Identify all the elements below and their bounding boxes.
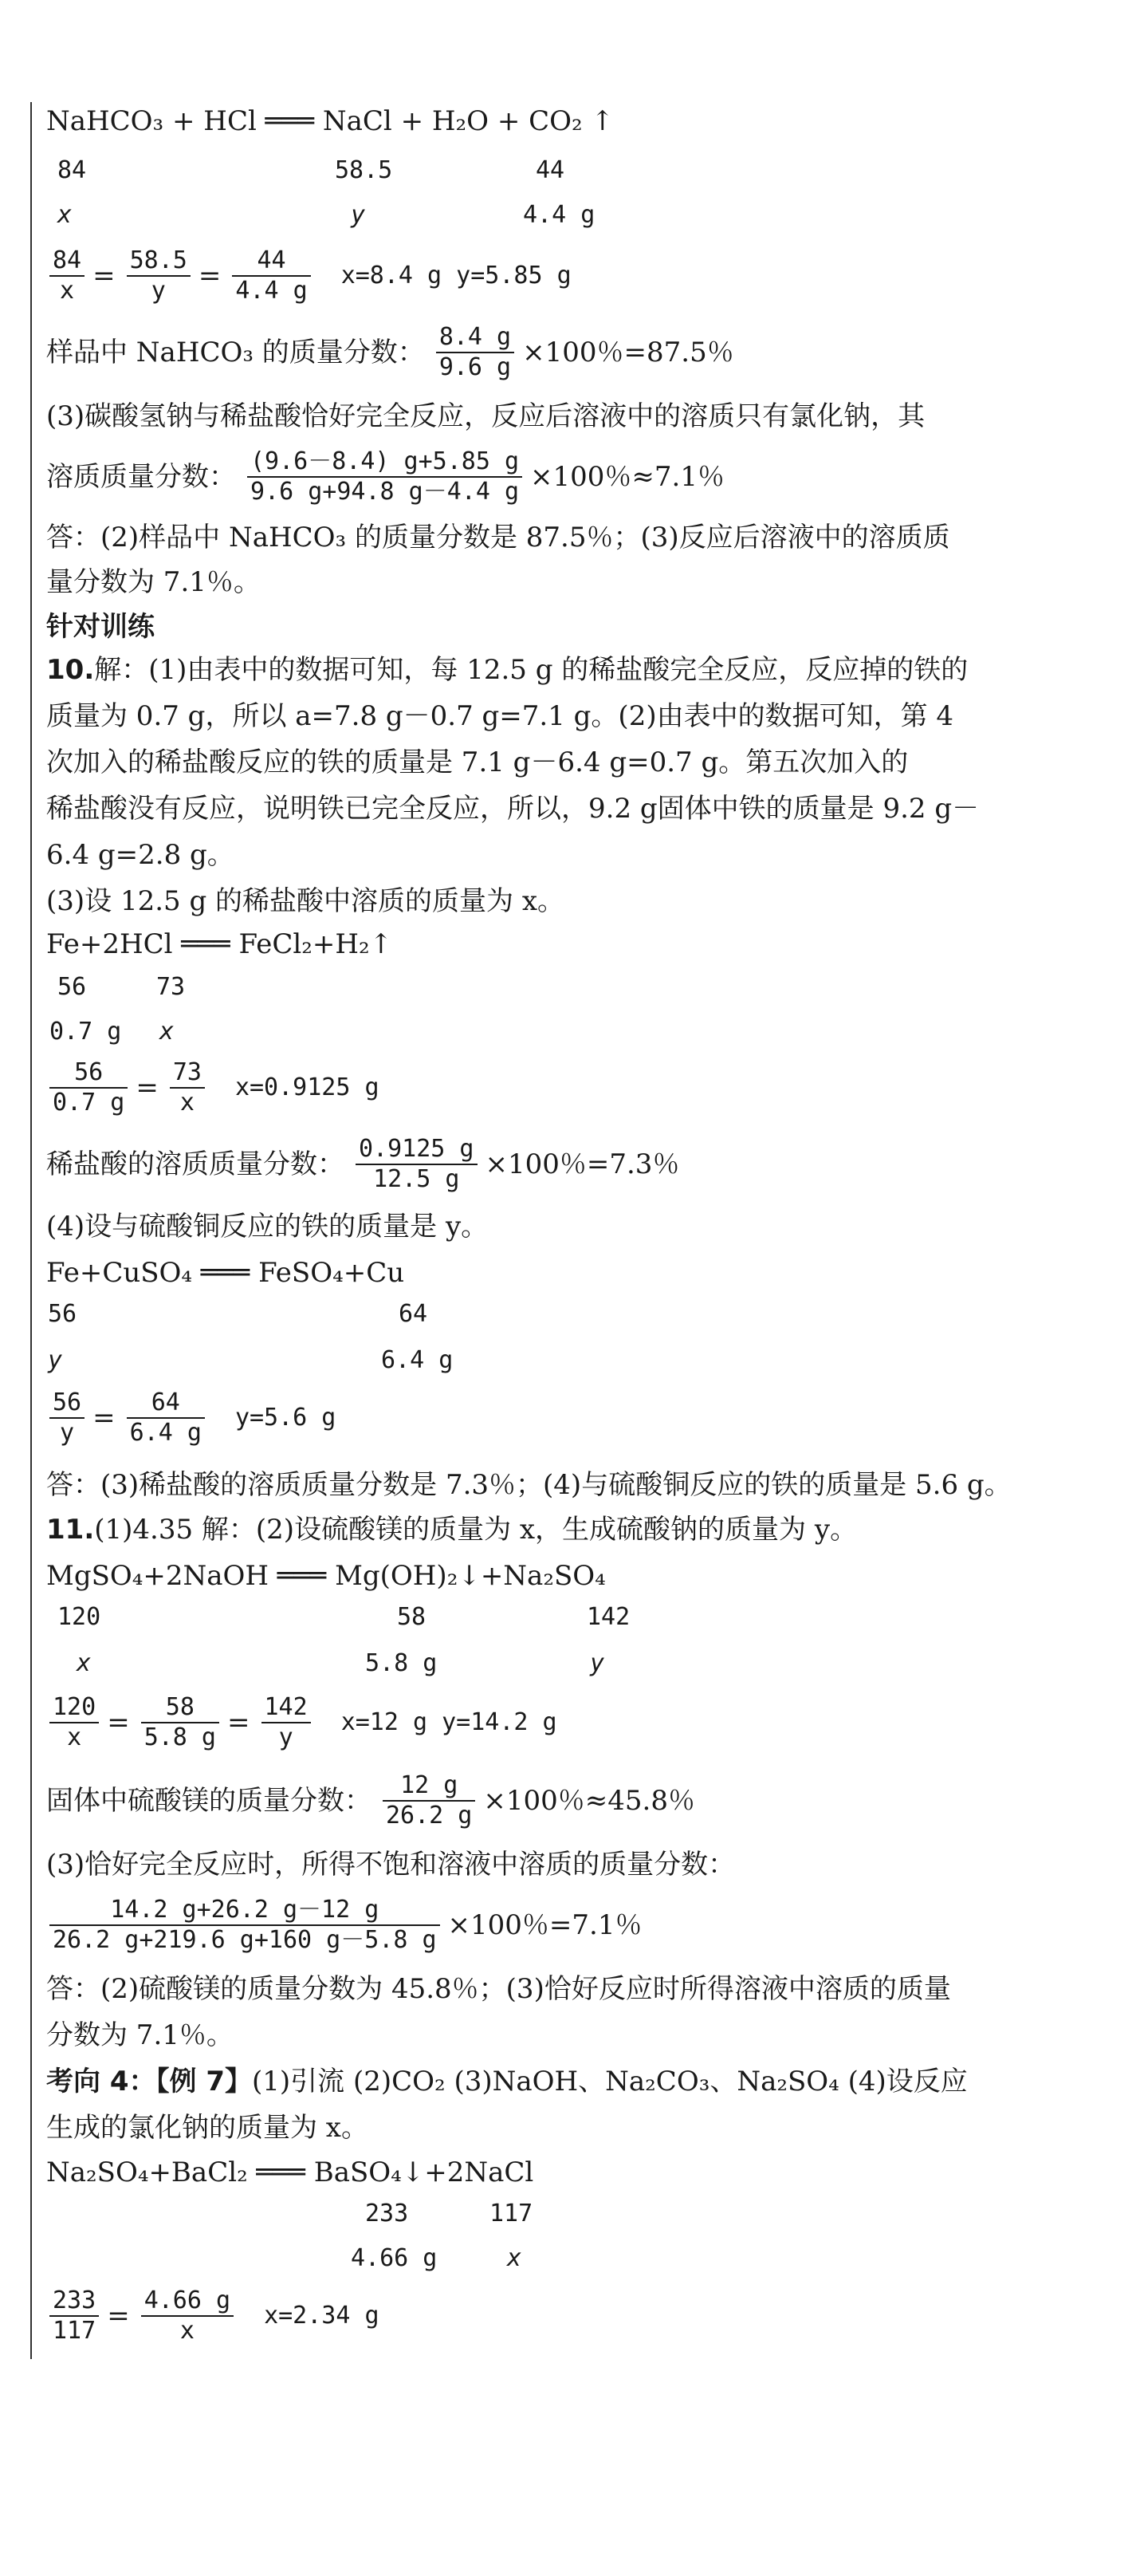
fraction: $\frac{64}{6.4 g}$: [127, 1388, 205, 1448]
q11-answer-2: 分数为 7.1％。: [46, 2019, 234, 2051]
q10-line-4: 稀盐酸没有反应，说明铁已完全反应，所以，9.2 g固体中铁的质量是 9.2 g－: [46, 793, 980, 825]
part3-text: (3)碳酸氢钠与稀盐酸恰好完全反应，反应后溶液中的溶质只有氯化钠，其: [46, 400, 926, 432]
solution: x=8.4 g y=5.85 g: [340, 262, 572, 290]
value-4-4g: 4.4 g: [523, 201, 596, 229]
mass-142: 142: [587, 1603, 631, 1631]
var-x: x: [77, 1649, 92, 1677]
fraction: $\frac{58}{5.8 g}$: [141, 1693, 219, 1752]
mass-73: 73: [156, 973, 186, 1001]
fraction: $\frac{14.2 g+26.2 g-12 g}{26.2 g+219.6 g+160 g-5.8 g}$: [49, 1896, 440, 1955]
equation-nahco3-hcl: NaHCO₃ + HCl ═══ NaCl + H₂O + CO₂ ↑: [46, 105, 614, 137]
fraction: $\frac{73}{x}$: [170, 1058, 205, 1117]
mass-56: 56: [57, 973, 87, 1001]
q10-line-5: 6.4 g=2.8 g。: [46, 839, 234, 871]
fraction: $\frac{0.9125 g}{12.5 g}$: [356, 1135, 478, 1194]
mass-233: 233: [365, 2200, 409, 2227]
proportion-3: $\frac{56}{y}$ = $\frac{64}{6.4 g}$ y=5.6 g: [46, 1388, 344, 1448]
q10-line-2: 质量为 0.7 g，所以 a=7.8 g－0.7 g=7.1 g。(2)由表中的数据可知，第 4: [46, 700, 954, 732]
q11-answer-1: 答：(2)硫酸镁的质量分数为 45.8％；(3)恰好反应时所得溶液中溶质的质量: [46, 1973, 951, 2005]
solution: x=2.34 g: [264, 2302, 379, 2330]
q10-line-1: 10.解：(1)由表中的数据可知，每 12.5 g 的稀盐酸完全反应，反应掉的铁的: [46, 654, 969, 686]
answer-1a: 答：(2)样品中 NaHCO₃ 的质量分数是 87.5％；(3)反应后溶液中的溶质质: [46, 522, 950, 553]
fraction: $\frac{(9.6-8.4) g+5.85 g}{9.6 g+94.8 g-4.4 g}$: [247, 447, 522, 506]
mass-58-5: 58.5: [335, 156, 393, 184]
mass-64: 64: [399, 1300, 428, 1328]
left-margin-rule: [30, 102, 32, 2359]
mass-84: 84: [57, 156, 87, 184]
equation-mgso4-naoh: MgSO₄+2NaOH ═══ Mg(OH)₂↓+Na₂SO₄: [46, 1560, 606, 1592]
solid-mgso4-fraction: 固体中硫酸镁的质量分数： $\frac{12 g}{26.2 g}$ ×100％≈45.8％: [46, 1771, 695, 1830]
equation-na2so4-bacl2: Na₂SO₄+BaCl₂ ═══ BaSO₄↓+2NaCl: [46, 2157, 534, 2188]
var-y: y: [48, 1346, 63, 1374]
fraction: $\frac{56}{0.7 g}$: [49, 1058, 128, 1117]
solution: x=0.9125 g: [234, 1073, 379, 1101]
var-y: y: [590, 1649, 605, 1677]
acid-solute-fraction: 稀盐酸的溶质质量分数： $\frac{0.9125 g}{12.5 g}$ ×100％=7.3％: [46, 1135, 680, 1193]
k4-line-2: 生成的氯化钠的质量为 x。: [46, 2112, 368, 2144]
solution-fraction: $\frac{14.2 g+26.2 g-12 g}{26.2 g+219.6 g+160 g-5.8 g}$ ×100％=7.1％: [46, 1895, 651, 1956]
proportion-1: $\frac{84}{x}$ = $\frac{58.5}{y}$ = $\frac{44}{4.4 g}$ x=8.4 g y=5.85 g: [46, 246, 580, 306]
q10-line-6: (3)设 12.5 g 的稀盐酸中溶质的质量为 x。: [46, 885, 565, 917]
mass-117: 117: [489, 2200, 533, 2227]
solute-fraction: 溶质质量分数： $\frac{(9.6-8.4) g+5.85 g}{9.6 g+94.8 g-4.4 g}$ ×100％≈7.1％: [46, 447, 725, 506]
fraction: $\frac{8.4 g}{9.6 g}$: [436, 323, 514, 382]
proportion-5: $\frac{233}{117}$ = $\frac{4.66 g}{x}$ x=2.34 g: [46, 2286, 387, 2346]
solution: y=5.6 g: [234, 1404, 336, 1432]
q10-answer: 答：(3)稀盐酸的溶质质量分数是 7.3％；(4)与硫酸铜反应的铁的质量是 5.6 g。: [46, 1469, 1012, 1501]
mass-44: 44: [536, 156, 565, 184]
fraction: $\frac{56}{y}$: [49, 1388, 85, 1448]
equation-fe-cuso4: Fe+CuSO₄ ═══ FeSO₄+Cu: [46, 1257, 405, 1289]
q10-line-7: (4)设与硫酸铜反应的铁的质量是 y。: [46, 1211, 489, 1243]
fraction: $\frac{120}{x}$: [49, 1693, 99, 1752]
var-x: x: [159, 1018, 175, 1046]
answer-1b: 量分数为 7.1％。: [46, 566, 261, 598]
mass-56: 56: [48, 1300, 77, 1328]
value-5-8g: 5.8 g: [365, 1649, 438, 1677]
q11-line-2: (3)恰好完全反应时，所得不饱和溶液中溶质的质量分数：: [46, 1849, 736, 1881]
fraction: $\frac{12 g}{26.2 g}$: [383, 1771, 475, 1830]
q10-line-3: 次加入的稀盐酸反应的铁的质量是 7.1 g－6.4 g=0.7 g。第五次加入的: [46, 746, 909, 778]
var-x: x: [57, 201, 73, 229]
value-0-7g: 0.7 g: [49, 1018, 122, 1046]
value-4-66g: 4.66 g: [351, 2244, 438, 2272]
mass-120: 120: [57, 1603, 101, 1631]
solution: x=12 g y=14.2 g: [340, 1708, 557, 1736]
var-y: y: [351, 201, 366, 229]
fraction: $\frac{4.66 g}{x}$: [141, 2286, 234, 2346]
value-6-4g: 6.4 g: [381, 1346, 454, 1374]
fraction: $\frac{84}{x}$: [49, 246, 85, 305]
fraction: $\frac{233}{117}$: [49, 2286, 99, 2346]
fraction: $\frac{44}{4.4 g}$: [232, 246, 310, 305]
section-title: 针对训练: [46, 611, 155, 643]
var-x: x: [507, 2244, 522, 2272]
proportion-2: $\frac{56}{0.7 g}$ = $\frac{73}{x}$ x=0.9125 g: [46, 1058, 387, 1118]
proportion-4: $\frac{120}{x}$ = $\frac{58}{5.8 g}$ = $\frac{142}{y}$ x=12 g y=14.2 g: [46, 1692, 565, 1753]
fraction: $\frac{58.5}{y}$: [127, 246, 191, 305]
q11-line-1: 11.(1)4.35 解：(2)设硫酸镁的质量为 x，生成硫酸钠的质量为 y。: [46, 1514, 858, 1546]
sample-mass-fraction: 样品中 NaHCO₃ 的质量分数： $\frac{8.4 g}{9.6 g}$ ×100％=87.5％: [46, 323, 734, 381]
equation-fe-hcl: Fe+2HCl ═══ FeCl₂+H₂↑: [46, 928, 393, 960]
k4-line-1: 考向 4：【例 7】(1)引流 (2)CO₂ (3)NaOH、Na₂CO₃、Na₂SO₄ (4)设反应: [46, 2066, 968, 2097]
fraction: $\frac{142}{y}$: [261, 1693, 311, 1752]
mass-58: 58: [397, 1603, 426, 1631]
